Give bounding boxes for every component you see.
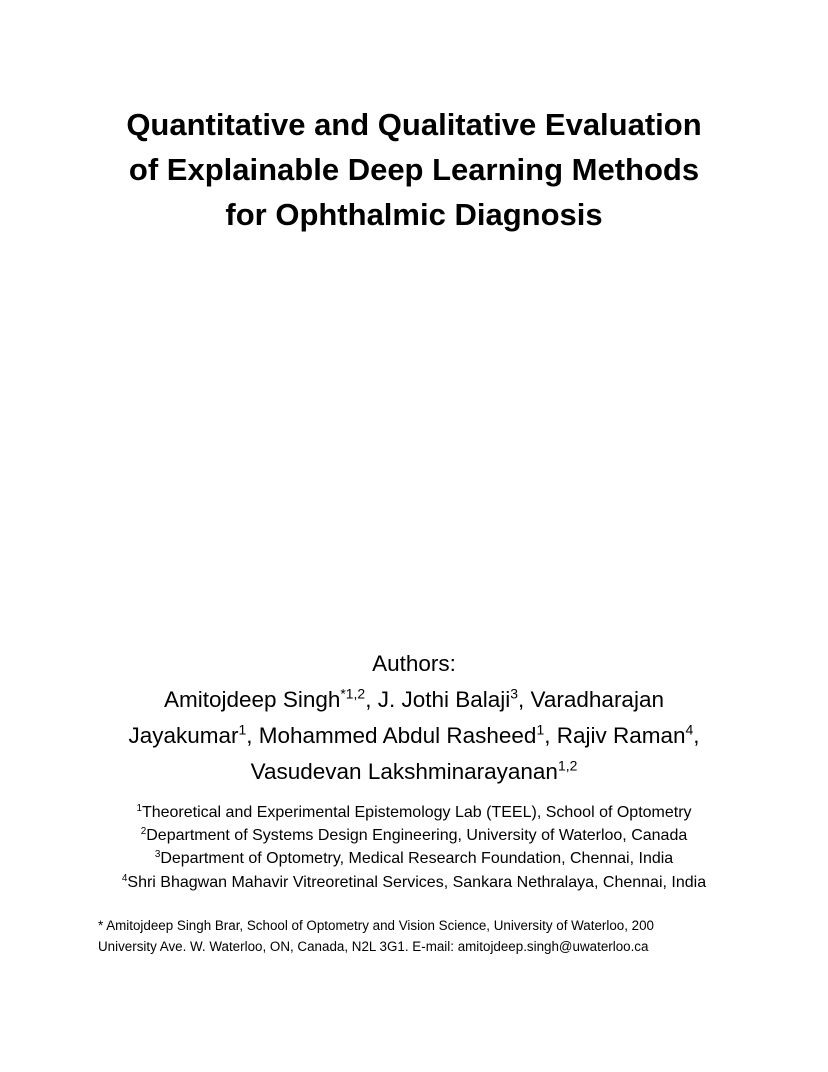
corresponding-author-note	[98, 915, 788, 957]
author-affiliation-mark: 4	[685, 721, 694, 738]
author-name: Jayakumar	[128, 723, 239, 748]
author-line	[60, 754, 768, 790]
affiliation-item	[40, 824, 788, 847]
author-separator: ,	[246, 723, 259, 748]
author-line	[60, 682, 768, 718]
affiliation-text: Department of Optometry, Medical Research Foundation, Chennai, India	[160, 850, 674, 868]
paper-title	[60, 102, 768, 237]
author-separator: ,	[365, 687, 378, 712]
authors-heading: Authors:	[372, 651, 456, 676]
affiliation-mark: 3	[154, 849, 161, 861]
author-name: J. Jothi Balaji	[377, 687, 511, 712]
author-separator: ,	[693, 723, 700, 748]
correspondence-line: University Ave. W. Waterloo, ON, Canada, N2L 3G1. E-mail: amitojdeep.singh@uwaterloo.ca	[98, 939, 649, 954]
correspondence-line: * Amitojdeep Singh Brar, School of Optometry and Vision Science, University of Waterloo, 200	[98, 918, 654, 933]
author-line	[60, 718, 768, 754]
author-affiliation-mark: *1,2	[340, 685, 366, 702]
title-line: of Explainable Deep Learning Methods	[128, 152, 700, 187]
author-name: Rajiv Raman	[556, 723, 686, 748]
affiliation-text: Department of Systems Design Engineering, University of Waterloo, Canada	[146, 827, 688, 845]
author-affiliation-mark: 1	[536, 721, 545, 738]
author-separator: ,	[544, 723, 557, 748]
authors-block	[60, 646, 768, 790]
author-affiliation-mark: 1	[238, 721, 247, 738]
affiliations-list	[40, 801, 788, 894]
affiliation-item	[40, 801, 788, 824]
affiliation-mark: 1	[136, 802, 142, 814]
author-name: Vasudevan Lakshminarayanan	[250, 759, 558, 784]
author-name: Amitojdeep Singh	[164, 687, 341, 712]
author-affiliation-mark: 1,2	[557, 757, 578, 774]
affiliation-mark: 2	[140, 826, 147, 838]
author-name: Varadharajan	[530, 687, 664, 712]
affiliation-text: Shri Bhagwan Mahavir Vitreoretinal Services, Sankara Nethralaya, Chennai, India	[127, 873, 707, 891]
affiliation-mark: 4	[121, 872, 128, 884]
author-name: Mohammed Abdul Rasheed	[258, 723, 537, 748]
author-separator: ,	[518, 687, 531, 712]
affiliation-item	[40, 871, 788, 894]
title-line: Quantitative and Qualitative Evaluation	[126, 107, 702, 142]
affiliation-text: Theoretical and Experimental Epistemology Lab (TEEL), School of Optometry	[141, 804, 692, 821]
affiliation-item	[40, 847, 788, 870]
author-affiliation-mark: 3	[510, 685, 519, 702]
title-line: for Ophthalmic Diagnosis	[225, 197, 603, 232]
